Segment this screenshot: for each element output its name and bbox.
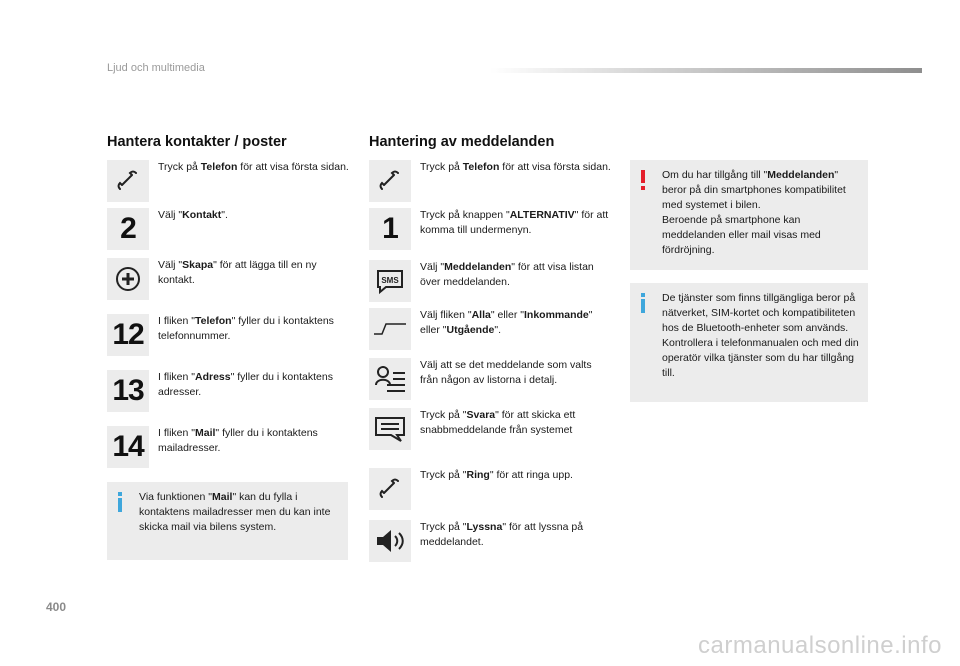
step-row bbox=[369, 308, 612, 350]
step-number-13: 13 bbox=[107, 370, 149, 412]
step-text: Välj "Kontakt". bbox=[158, 209, 228, 221]
step-row bbox=[107, 160, 349, 202]
step-row bbox=[107, 314, 350, 356]
step-text: I fliken "Mail" fyller du i kontaktens mailadresser. bbox=[158, 427, 318, 454]
info-note bbox=[630, 283, 868, 402]
info-icon bbox=[638, 293, 648, 313]
step-number-14: 14 bbox=[107, 426, 149, 468]
step-text: Välj att se det meddelande som valts från någon av listorna i detalj. bbox=[420, 359, 592, 386]
step-text: Välj "Skapa" för att lägga till en ny kontakt. bbox=[158, 259, 317, 286]
watermark: carmanualsonline.info bbox=[698, 632, 942, 659]
step-text: Tryck på "Svara" för att skicka ett snabbmeddelande från systemet bbox=[420, 409, 576, 436]
info-note bbox=[107, 482, 348, 560]
warning-note-text: Om du har tillgång till "Meddelanden" beror på din smartphones kompatibilitet med systemet i bilen. Beroende på smartphone kan meddelanden eller mail visas med fördröjning. bbox=[662, 169, 846, 256]
page-number: 400 bbox=[46, 600, 67, 614]
step-text: Tryck på "Ring" för att ringa upp. bbox=[420, 469, 573, 481]
message-reply-icon bbox=[369, 408, 411, 450]
header-rule bbox=[490, 68, 922, 73]
messages-section-title: Hantering av meddelanden bbox=[369, 134, 555, 150]
folder-tab-icon bbox=[369, 308, 411, 350]
step-row bbox=[107, 370, 350, 412]
plus-circle-icon bbox=[107, 258, 149, 300]
step-text: Tryck på Telefon för att visa första sidan. bbox=[158, 161, 349, 173]
svg-text:SMS: SMS bbox=[381, 276, 399, 285]
step-row bbox=[369, 468, 573, 510]
info-note-text: De tjänster som finns tillgängliga beror på nätverket, SIM-kortet och kompatibiliteten hos de Bluetooth-enheter som används. Kontrollera i telefonmanualen och med din operatör vilka tjänster som du har tillgång till. bbox=[662, 292, 859, 379]
step-row bbox=[369, 520, 612, 562]
step-row bbox=[369, 408, 612, 450]
speaker-icon bbox=[369, 520, 411, 562]
step-text: Välj fliken "Alla" eller "Inkommande" eller "Utgående". bbox=[420, 309, 593, 336]
step-text: I fliken "Adress" fyller du i kontaktens adresser. bbox=[158, 371, 333, 398]
warning-note bbox=[630, 160, 868, 270]
sms-icon bbox=[369, 260, 411, 302]
step-row bbox=[369, 260, 612, 302]
step-text: Tryck på knappen "ALTERNATIV" för att komma till undermenyn. bbox=[420, 209, 609, 236]
step-text: Tryck på Telefon för att visa första sidan. bbox=[420, 161, 611, 173]
contact-list-icon bbox=[369, 358, 411, 400]
phone-icon bbox=[107, 160, 149, 202]
info-icon bbox=[115, 492, 125, 512]
header-title: Ljud och multimedia bbox=[107, 62, 205, 74]
step-text: Tryck på "Lyssna" för att lyssna på meddelandet. bbox=[420, 521, 584, 548]
step-row bbox=[107, 426, 350, 468]
warning-icon bbox=[638, 170, 648, 190]
step-number-2: 2 bbox=[107, 208, 149, 250]
contacts-section-title: Hantera kontakter / poster bbox=[107, 134, 287, 150]
step-number-1: 1 bbox=[369, 208, 411, 250]
step-row bbox=[107, 258, 350, 300]
info-note-text: Via funktionen "Mail" kan du fylla i kontaktens mailadresser men du kan inte skicka mail via bilens system. bbox=[139, 491, 331, 533]
step-text: Välj "Meddelanden" för att visa listan över meddelanden. bbox=[420, 261, 594, 288]
step-row bbox=[107, 208, 228, 250]
step-row bbox=[369, 358, 612, 400]
phone-icon bbox=[369, 468, 411, 510]
phone-icon bbox=[369, 160, 411, 202]
step-row bbox=[369, 160, 611, 202]
step-number-12: 12 bbox=[107, 314, 149, 356]
step-row bbox=[369, 208, 612, 250]
step-text: I fliken "Telefon" fyller du i kontaktens telefonnummer. bbox=[158, 315, 334, 342]
